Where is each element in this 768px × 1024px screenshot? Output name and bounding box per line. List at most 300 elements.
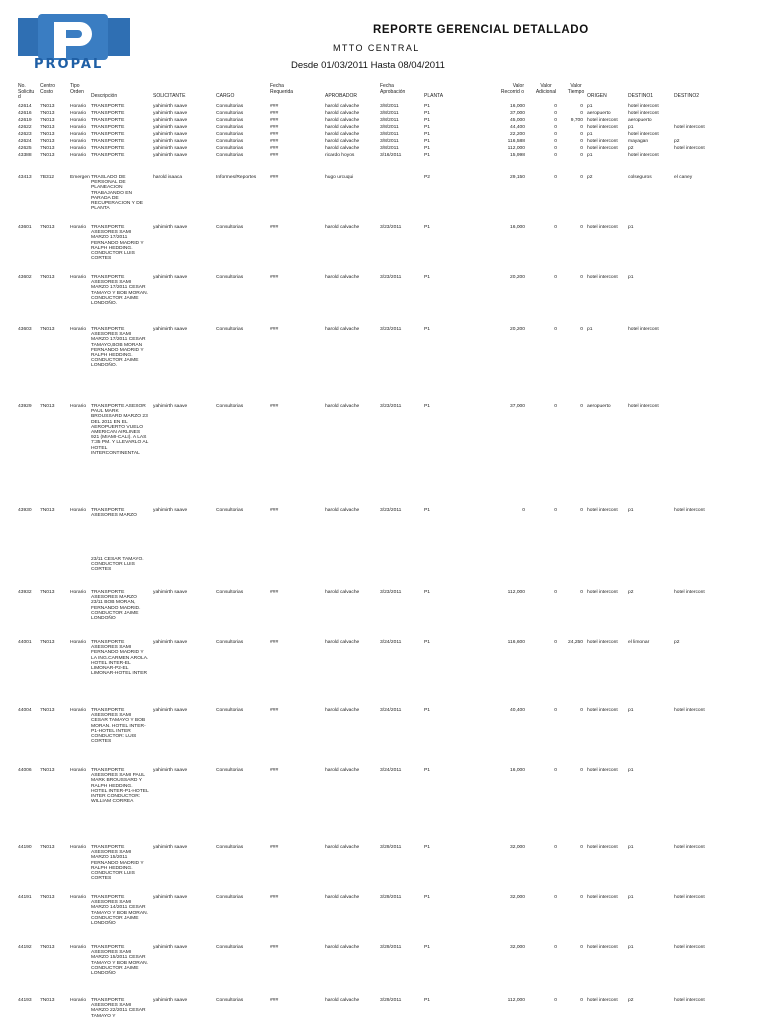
cell-planta: P1 <box>424 327 430 332</box>
cell-fapr: 3/29/2011 <box>380 945 402 950</box>
cell-planta: P1 <box>424 508 430 513</box>
cell-desc: TRANSPORTE ASESORES SAMI MARZO 15/2011 CESAR TAMAYO Y BOB MORAN. CONDUCTOR JAIME LONDOÑO <box>91 945 148 977</box>
cell-desc: TRANSPORTE ASESORES SAMI PAUL MARK BROUSSARD Y RALPH HEDDING. HOTEL INTER-P1-HOTEL INTER CONDUCTOR: WILLIAM CORREA <box>91 768 149 805</box>
cell-apr: hugo urcuqui <box>325 175 354 180</box>
cell-d2: hotel intercont <box>674 895 705 900</box>
report-subtitle: MTTO CENTRAL <box>333 43 420 53</box>
cell-vt: 9,700 <box>570 118 583 123</box>
cell-desc: 23/11 CESAR TAMAYO. CONDUCTOR LUIS CORTES <box>91 557 144 573</box>
cell-orig: hotel intercont <box>587 508 618 513</box>
cell-va: 0 <box>554 327 557 332</box>
cell-freq: ### <box>270 404 279 409</box>
cell-orig: aeropuerto <box>587 404 611 409</box>
cell-d2: hotel intercont <box>674 708 705 713</box>
cell-planta: P1 <box>424 708 430 713</box>
cell-apr: harold calvache <box>325 845 360 850</box>
cell-apr: harold calvache <box>325 225 360 230</box>
date-range: Desde 01/03/2011 Hasta 08/04/2011 <box>291 60 445 71</box>
cell-vt: 0 <box>580 895 583 900</box>
cell-vt: 0 <box>580 111 583 116</box>
cell-cargo: Consultorias <box>216 508 244 513</box>
cell-planta: P1 <box>424 404 430 409</box>
cell-fapr: 3/23/2011 <box>380 508 402 513</box>
cell-d1: p2 <box>628 590 634 595</box>
cell-cc: 7N013 <box>40 327 55 332</box>
cell-apr: harold calvache <box>325 125 360 130</box>
cell-vr: 45,000 <box>510 118 525 123</box>
cell-cc: 7N013 <box>40 104 55 109</box>
cell-freq: ### <box>270 125 279 130</box>
cell-planta: P1 <box>424 104 430 109</box>
cell-apr: harold calvache <box>325 139 360 144</box>
cell-planta: P1 <box>424 768 430 773</box>
cell-va: 0 <box>554 132 557 137</box>
cell-cc: 7N013 <box>40 125 55 130</box>
cell-planta: P1 <box>424 640 430 645</box>
cell-planta: P1 <box>424 132 430 137</box>
cell-sol: yahimirth saave <box>153 327 188 332</box>
cell-apr: ricardo hoyos <box>325 153 355 158</box>
cell-no: 43930 <box>18 508 32 513</box>
cell-freq: ### <box>270 708 279 713</box>
cell-freq: ### <box>270 111 279 116</box>
cell-no: 43388 <box>18 153 32 158</box>
col-centro-costo: Centro Costo <box>40 83 56 95</box>
cell-vt: 0 <box>580 327 583 332</box>
cell-tipo: Horario <box>70 104 87 109</box>
cell-orig: hotel intercont <box>587 768 618 773</box>
cell-cc: 7N013 <box>40 998 55 1003</box>
cell-va: 0 <box>554 895 557 900</box>
cell-cargo: Consultorias <box>216 225 244 230</box>
cell-desc: TRANSPORTE ASESOR PAUL MARK BROUSSARD MARZO 23 DEL 2011 EN EL AEROPUERTO VUELO AMERICAN AIRLINES 921 (MIAMI-CALI). A LAS 7:35 PM. Y LLEVARLO AL HOTEL INTERCONTINENTAL <box>91 404 149 456</box>
cell-va: 0 <box>554 945 557 950</box>
cell-freq: ### <box>270 508 279 513</box>
cell-freq: ### <box>270 225 279 230</box>
cell-fapr: 3/8/2011 <box>380 139 399 144</box>
cell-d2: p2 <box>674 139 680 144</box>
cell-cargo: Consultorias <box>216 132 244 137</box>
cell-cargo: Informes/Reportes <box>216 175 257 180</box>
col-fecha-aprobacion: Fecha Aprobación <box>380 83 406 95</box>
cell-d1: hotel intercont <box>628 153 659 158</box>
cell-vr: 116,588 <box>507 139 525 144</box>
cell-d1: p2 <box>628 146 634 151</box>
cell-planta: P1 <box>424 225 430 230</box>
cell-cc: 7N013 <box>40 845 55 850</box>
cell-desc: TRANSPORTE <box>91 104 125 109</box>
cell-tipo: Horario <box>70 895 87 900</box>
cell-tipo: Horario <box>70 508 87 513</box>
cell-orig: hotel intercont <box>587 845 618 850</box>
cell-sol: yahimirth saave <box>153 508 188 513</box>
cell-d2: hotel intercont <box>674 998 705 1003</box>
cell-cargo: Consultorias <box>216 404 244 409</box>
cell-orig: p1 <box>587 104 593 109</box>
cell-vr: 32,000 <box>510 845 525 850</box>
cell-va: 0 <box>554 139 557 144</box>
cell-va: 0 <box>554 118 557 123</box>
cell-va: 0 <box>554 146 557 151</box>
cell-vr: 16,000 <box>510 225 525 230</box>
cell-orig: hotel intercont <box>587 125 618 130</box>
cell-apr: harold calvache <box>325 708 360 713</box>
cell-orig: hotel intercont <box>587 139 618 144</box>
cell-desc: TRANSPORTE <box>91 118 125 123</box>
cell-fapr: 3/23/2011 <box>380 225 402 230</box>
cell-cc: 7N013 <box>40 146 55 151</box>
cell-desc: TRANSPORTE <box>91 111 125 116</box>
cell-vt: 0 <box>580 146 583 151</box>
cell-vt: 0 <box>580 175 583 180</box>
cell-vt: 0 <box>580 508 583 513</box>
cell-fapr: 3/8/2011 <box>380 104 399 109</box>
cell-apr: harold calvache <box>325 590 360 595</box>
cell-cargo: Consultorias <box>216 708 244 713</box>
cell-sol: yahimirth saave <box>153 590 188 595</box>
cell-fapr: 3/29/2011 <box>380 895 402 900</box>
cell-sol: yahimirth saave <box>153 104 188 109</box>
cell-d1: aeropuerto <box>628 118 652 123</box>
cell-no: 44006 <box>18 768 32 773</box>
cell-cc: 7N013 <box>40 895 55 900</box>
cell-desc: TRANSPORTE ASESORES MARZO <box>91 508 137 519</box>
cell-vt: 0 <box>580 404 583 409</box>
cell-apr: harold calvache <box>325 146 360 151</box>
cell-sol: yahimirth saave <box>153 998 188 1003</box>
cell-cargo: Consultorias <box>216 111 244 116</box>
cell-tipo: Horario <box>70 139 87 144</box>
cell-d2: hotel intercont <box>674 146 705 151</box>
cell-orig: hotel intercont <box>587 998 618 1003</box>
cell-fapr: 3/8/2011 <box>380 125 399 130</box>
cell-vt: 0 <box>580 125 583 130</box>
cell-desc: TRANSPORTE ASESORES SAMI FERNANDO MADRID Y LA ING.CARMEN AROLA. HOTEL INTER-EL LIMONAR-P2-EL LIMONAR-HOTEL INTER <box>91 640 149 677</box>
cell-va: 0 <box>554 153 557 158</box>
cell-tipo: Horario <box>70 225 87 230</box>
cell-fapr: 3/29/2011 <box>380 998 402 1003</box>
cell-cargo: Consultorias <box>216 153 244 158</box>
cell-d1: p1 <box>628 275 634 280</box>
cell-sol: yahimirth saave <box>153 708 188 713</box>
cell-apr: harold calvache <box>325 998 360 1003</box>
cell-vr: 16,000 <box>510 768 525 773</box>
cell-cargo: Consultorias <box>216 845 244 850</box>
cell-sol: yahimirth saave <box>153 225 188 230</box>
cell-vr: 40,400 <box>510 708 525 713</box>
cell-sol: yahimirth saave <box>153 845 188 850</box>
cell-desc: TRANSPORTE ASESORES SAMI CESAR TAMAYO Y BOB MORAN. HOTEL INTER-P1-HOTEL INTER CONDUCTOR: LUIS CORTES <box>91 708 146 745</box>
cell-sol: yahimirth saave <box>153 945 188 950</box>
cell-apr: harold calvache <box>325 111 360 116</box>
cell-no: 44190 <box>18 845 32 850</box>
cell-freq: ### <box>270 895 279 900</box>
cell-no: 43602 <box>18 275 32 280</box>
cell-va: 0 <box>554 845 557 850</box>
cell-orig: hotel intercont <box>587 225 618 230</box>
col-descripcion: Descripción <box>91 93 118 99</box>
cell-va: 0 <box>554 175 557 180</box>
cell-d1: el limonar <box>628 640 650 645</box>
cell-freq: ### <box>270 275 279 280</box>
cell-cargo: Consultorias <box>216 895 244 900</box>
cell-va: 0 <box>554 225 557 230</box>
cell-d1: p1 <box>628 895 634 900</box>
cell-tipo: Horario <box>70 327 87 332</box>
cell-desc: TRANSPORTE ASESORES MARZO 23/11 BOB MORAN, FERNANDO MADRID. CONDUCTOR JAIME LONDOÑO <box>91 590 141 622</box>
cell-cc: 7N013 <box>40 590 55 595</box>
cell-planta: P1 <box>424 125 430 130</box>
cell-no: 44193 <box>18 998 32 1003</box>
cell-cargo: Consultorias <box>216 640 244 645</box>
cell-sol: yahimirth saave <box>153 139 188 144</box>
cell-d2: hotel intercont <box>674 508 705 513</box>
cell-vt: 0 <box>580 132 583 137</box>
cell-fapr: 3/24/2011 <box>380 768 402 773</box>
cell-freq: ### <box>270 590 279 595</box>
cell-no: 44191 <box>18 895 32 900</box>
cell-d1: p1 <box>628 845 634 850</box>
cell-planta: P2 <box>424 175 430 180</box>
cell-cc: 7N013 <box>40 139 55 144</box>
cell-d1: hotel intercont <box>628 111 659 116</box>
cell-va: 0 <box>554 640 557 645</box>
cell-fapr: 3/24/2011 <box>380 708 402 713</box>
cell-apr: harold calvache <box>325 768 360 773</box>
cell-fapr: 3/24/2011 <box>380 640 402 645</box>
cell-apr: harold calvache <box>325 104 360 109</box>
cell-va: 0 <box>554 708 557 713</box>
cell-cargo: Consultorias <box>216 998 244 1003</box>
cell-desc: TRASLADO DE PERSONAL DE PLANEACION TRABAJANDO EN PARADA DE RECUPERACION Y DE PLANTA <box>91 175 143 212</box>
cell-freq: ### <box>270 146 279 151</box>
cell-cargo: Consultorias <box>216 125 244 130</box>
col-planta: PLANTA <box>424 93 444 99</box>
cell-sol: yahimirth saave <box>153 153 188 158</box>
cell-no: 42625 <box>18 146 32 151</box>
cell-d2: p2 <box>674 640 680 645</box>
cell-tipo: Emergen <box>70 175 90 180</box>
cell-no: 42622 <box>18 125 32 130</box>
cell-va: 0 <box>554 111 557 116</box>
cell-sol: yahimirth saave <box>153 895 188 900</box>
cell-vr: 116,600 <box>507 640 525 645</box>
col-origen: ORIGEN <box>587 93 607 99</box>
col-no-solicitud: No. Solicitu d <box>18 83 35 101</box>
cell-va: 0 <box>554 768 557 773</box>
cell-sol: yahimirth saave <box>153 111 188 116</box>
cell-d1: p2 <box>628 998 634 1003</box>
cell-desc: TRANSPORTE ASESORES SAMI MARZO 14/2011 CESAR TAMAYO Y BOB MORAN. CONDUCTOR JAIME LONDOÑO <box>91 895 148 927</box>
cell-desc: TRANSPORTE <box>91 153 125 158</box>
cell-no: 43929 <box>18 404 32 409</box>
cell-tipo: Horario <box>70 998 87 1003</box>
cell-freq: ### <box>270 640 279 645</box>
cell-no: 43603 <box>18 327 32 332</box>
cell-vt: 0 <box>580 708 583 713</box>
cell-d2: hotel intercont <box>674 845 705 850</box>
cell-orig: hotel intercont <box>587 590 618 595</box>
cell-sol: yahimirth saave <box>153 404 188 409</box>
cell-planta: P1 <box>424 895 430 900</box>
cell-planta: P1 <box>424 146 430 151</box>
cell-orig: aeropuerto <box>587 111 611 116</box>
cell-fapr: 3/8/2011 <box>380 132 399 137</box>
cell-tipo: Horario <box>70 590 87 595</box>
col-solicitante: SOLICITANTE <box>153 93 186 99</box>
cell-fapr: 3/8/2011 <box>380 111 399 116</box>
cell-desc: TRANSPORTE ASESORES SAMI MARZO 17/2011 FERNANDO MADRID Y RALPH HEDDING. CONDUCTOR LUIS CORTES <box>91 225 144 262</box>
cell-tipo: Horario <box>70 118 87 123</box>
cell-no: 42619 <box>18 118 32 123</box>
cell-cc: 7B312 <box>40 175 55 180</box>
cell-fapr: 3/23/2011 <box>380 327 402 332</box>
cell-sol: yahimirth saave <box>153 146 188 151</box>
cell-freq: ### <box>270 768 279 773</box>
cell-freq: ### <box>270 132 279 137</box>
cell-no: 42616 <box>18 111 32 116</box>
cell-vr: 20,200 <box>510 275 525 280</box>
cell-orig: hotel intercont <box>587 146 618 151</box>
cell-freq: ### <box>270 175 279 180</box>
cell-freq: ### <box>270 118 279 123</box>
cell-no: 44001 <box>18 640 32 645</box>
report-title: REPORTE GERENCIAL DETALLADO <box>373 24 589 36</box>
cell-desc: TRANSPORTE <box>91 125 125 130</box>
cell-sol: yahimirth saave <box>153 768 188 773</box>
cell-no: 42623 <box>18 132 32 137</box>
cell-fapr: 3/23/2011 <box>380 275 402 280</box>
cell-cc: 7N013 <box>40 508 55 513</box>
cell-tipo: Horario <box>70 768 87 773</box>
cell-apr: harold calvache <box>325 895 360 900</box>
cell-cc: 7N013 <box>40 404 55 409</box>
cell-no: 42624 <box>18 139 32 144</box>
cell-freq: ### <box>270 845 279 850</box>
cell-planta: P1 <box>424 111 430 116</box>
cell-fapr: 3/16/2011 <box>380 153 402 158</box>
cell-tipo: Horario <box>70 404 87 409</box>
cell-freq: ### <box>270 153 279 158</box>
col-valor-adicional: Valor Adicional <box>535 83 557 95</box>
cell-d1: p1 <box>628 508 634 513</box>
cell-d1: hotel intercont <box>628 132 659 137</box>
cell-orig: hotel intercont <box>587 275 618 280</box>
cell-fapr: 3/23/2011 <box>380 404 402 409</box>
cell-cargo: Consultorias <box>216 768 244 773</box>
cell-cc: 7N013 <box>40 768 55 773</box>
cell-freq: ### <box>270 327 279 332</box>
cell-sol: yahimirth saave <box>153 640 188 645</box>
cell-orig: hotel intercont <box>587 708 618 713</box>
cell-cargo: Consultorias <box>216 139 244 144</box>
cell-tipo: Horario <box>70 111 87 116</box>
cell-d1: colseguros <box>628 175 652 180</box>
cell-va: 0 <box>554 404 557 409</box>
cell-d1: p1 <box>628 768 634 773</box>
cell-cargo: Consultorias <box>216 275 244 280</box>
cell-planta: P1 <box>424 998 430 1003</box>
cell-cargo: Consultorias <box>216 327 244 332</box>
cell-vr: 112,000 <box>507 998 525 1003</box>
cell-planta: P1 <box>424 153 430 158</box>
cell-vr: 20,200 <box>510 327 525 332</box>
cell-cc: 7N013 <box>40 118 55 123</box>
cell-planta: P1 <box>424 139 430 144</box>
cell-no: 44192 <box>18 945 32 950</box>
col-aprobador: APROBADOR <box>325 93 357 99</box>
cell-d1: p1 <box>628 225 634 230</box>
cell-d2: hotel intercont <box>674 945 705 950</box>
cell-tipo: Horario <box>70 125 87 130</box>
cell-vt: 0 <box>580 275 583 280</box>
cell-cc: 7N013 <box>40 275 55 280</box>
cell-no: 43932 <box>18 590 32 595</box>
cell-d1: hotel intercont <box>628 104 659 109</box>
cell-fapr: 3/29/2011 <box>380 845 402 850</box>
cell-fapr: 3/8/2011 <box>380 118 399 123</box>
cell-cargo: Consultorias <box>216 118 244 123</box>
cell-sol: yahimirth saave <box>153 125 188 130</box>
cell-va: 0 <box>554 998 557 1003</box>
cell-vt: 0 <box>580 139 583 144</box>
cell-vr: 16,000 <box>510 104 525 109</box>
cell-orig: p1 <box>587 153 593 158</box>
cell-d2: hotel intercont <box>674 125 705 130</box>
cell-cc: 7N013 <box>40 708 55 713</box>
cell-vt: 0 <box>580 153 583 158</box>
logo-text: PROPAL <box>34 57 104 72</box>
cell-orig: p2 <box>587 175 593 180</box>
cell-orig: hotel intercont <box>587 118 618 123</box>
cell-vt: 0 <box>580 945 583 950</box>
cell-apr: harold calvache <box>325 118 360 123</box>
cell-vt: 0 <box>580 845 583 850</box>
col-destino1: DESTINO1 <box>628 93 654 99</box>
cell-vr: 37,000 <box>510 404 525 409</box>
cell-d1: hotel intercont <box>628 327 659 332</box>
cell-cc: 7N013 <box>40 153 55 158</box>
cell-d1: p1 <box>628 708 634 713</box>
cell-cc: 7N013 <box>40 945 55 950</box>
cell-d1: mayagan <box>628 139 649 144</box>
cell-freq: ### <box>270 139 279 144</box>
cell-planta: P1 <box>424 845 430 850</box>
cell-planta: P1 <box>424 275 430 280</box>
col-cargo: CARGO <box>216 93 235 99</box>
col-valor-tiempo: Valor Tiempo <box>567 83 585 95</box>
cell-orig: hotel intercont <box>587 640 618 645</box>
cell-fapr: 3/23/2011 <box>380 590 402 595</box>
cell-apr: harold calvache <box>325 640 360 645</box>
cell-sol: harold isaaca <box>153 175 183 180</box>
cell-no: 43413 <box>18 175 32 180</box>
cell-vr: 32,000 <box>510 895 525 900</box>
cell-cargo: Consultorias <box>216 146 244 151</box>
cell-apr: harold calvache <box>325 132 360 137</box>
cell-vr: 44,400 <box>510 125 525 130</box>
cell-apr: harold calvache <box>325 275 360 280</box>
cell-orig: p1 <box>587 132 593 137</box>
cell-tipo: Horario <box>70 146 87 151</box>
cell-tipo: Horario <box>70 153 87 158</box>
col-destino2: DESTINO2 <box>674 93 700 99</box>
cell-tipo: Horario <box>70 132 87 137</box>
cell-tipo: Horario <box>70 640 87 645</box>
cell-vt: 0 <box>580 998 583 1003</box>
cell-vr: 29,150 <box>510 175 525 180</box>
cell-cc: 7N013 <box>40 111 55 116</box>
